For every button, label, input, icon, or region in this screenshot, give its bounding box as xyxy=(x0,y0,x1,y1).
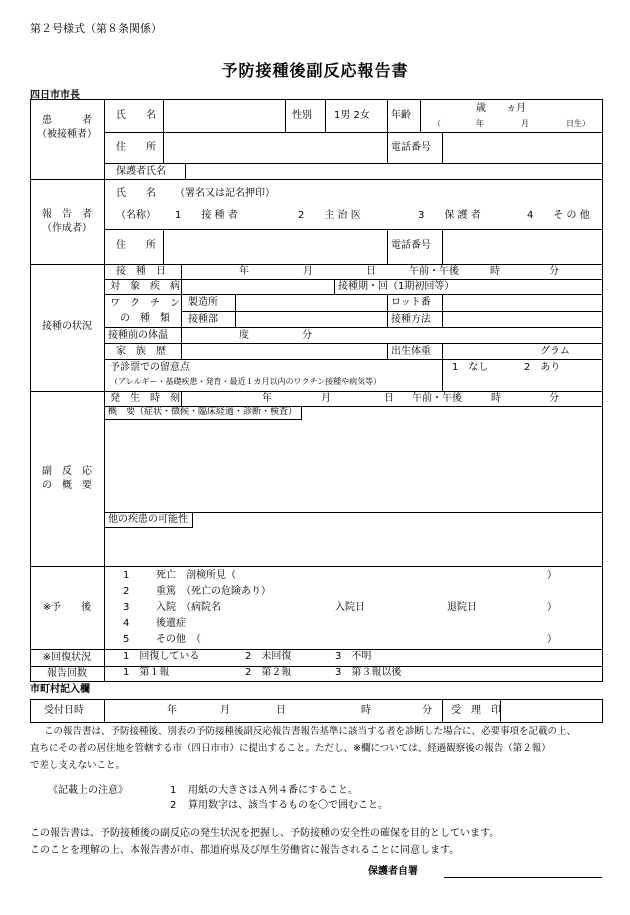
other-disease-field[interactable] xyxy=(106,528,601,564)
overview-label: 概 要（症状・徴候・臨床経過・診断・検査） xyxy=(104,406,302,420)
vaccine-type-label-2: の 種 類 xyxy=(120,313,170,324)
vaccine-type-label-1: ワ ク チ ン xyxy=(110,298,180,309)
municipal-table xyxy=(30,699,603,723)
prognosis-hospitalized[interactable]: 入院 （病院名 xyxy=(156,602,221,613)
onset-minute[interactable]: 分 xyxy=(549,393,559,404)
prognosis-other[interactable]: その他 （ xyxy=(156,634,201,645)
family-history-label: 家 族 歴 xyxy=(116,346,166,357)
vaccination-ampm[interactable]: 午前・午後 xyxy=(409,266,459,277)
reporter-address-label: 住 所 xyxy=(116,240,156,251)
guardian-name-field[interactable] xyxy=(187,164,601,178)
recovery-option-unknown[interactable]: 3 不明 xyxy=(335,651,372,662)
note-2-num: 2 xyxy=(170,800,177,811)
prognosis-discharge-date[interactable]: 退院日 xyxy=(447,602,477,613)
birth-year: 年 xyxy=(476,119,484,128)
prognosis-section-label: ※予 後 xyxy=(42,602,92,613)
injection-site-label: 接種部 xyxy=(188,314,218,325)
patient-phone-label: 電話番号 xyxy=(391,142,431,153)
reporter-phone-label: 電話番号 xyxy=(391,240,431,251)
prognosis-death[interactable]: 死亡 剖検所見（ xyxy=(156,570,236,581)
screening-option-none[interactable]: 1 なし xyxy=(452,362,489,373)
reporter-option-doctor[interactable]: 2 主 治 医 xyxy=(298,210,361,221)
patient-section-label: 患 者 （被接種者） xyxy=(37,115,97,140)
consent-line-2: このことを理解の上、本報告書が市、都道府県及び厚生労働省に報告されることに同意します。 xyxy=(30,845,460,856)
onset-hour[interactable]: 時 xyxy=(491,393,501,404)
received-minute[interactable]: 分 xyxy=(422,705,432,716)
screening-notes-label: 予診票での留意点 xyxy=(110,362,190,373)
recovery-label: ※回復状況 xyxy=(42,652,92,663)
birth-month: 月 xyxy=(521,119,529,128)
prognosis-1-close: ） xyxy=(547,570,557,581)
vaccination-date-day[interactable]: 日 xyxy=(366,266,376,277)
prognosis-serious[interactable]: 重篤 （死亡の危険あり） xyxy=(156,586,271,597)
pre-temp-label: 接種前の体温 xyxy=(108,330,168,341)
onset-day[interactable]: 日 xyxy=(384,393,394,404)
prognosis-3-close: ） xyxy=(547,602,557,613)
receiver-stamp-label: 受 理 印 xyxy=(451,705,501,716)
patient-phone-field[interactable] xyxy=(444,134,601,161)
form-number: 第２号様式（第８条関係） xyxy=(30,22,162,35)
onset-ampm[interactable]: 午前・午後 xyxy=(412,393,462,404)
guardian-signature-line[interactable] xyxy=(444,864,602,878)
other-disease-label: 他の疾患の可能性 xyxy=(104,512,193,528)
vaccination-date-label: 接 種 日 xyxy=(116,266,166,277)
birth-weight-label: 出生体重 xyxy=(391,346,431,357)
prognosis-5-num: 5 xyxy=(123,634,130,645)
instructions: この報告書は、予防接種後、別表の予防接種後副反応報告書報告基準に該当する者を診断した場合に、必要事項を記載の上、 直ちにその者の居住地を管轄する市（四日市市）に提出すること。ただし、※欄については、経過観察後の報告（第２報） で差し支えないこと。 xyxy=(30,726,577,771)
guardian-signature-label: 保護者自署 xyxy=(368,866,418,877)
prognosis-2-num: 2 xyxy=(123,586,130,597)
reporter-sign-note: （署名又は記名押印） xyxy=(175,188,275,199)
manufacturer-label: 製造所 xyxy=(188,297,218,308)
screening-option-yes[interactable]: 2 あり xyxy=(524,362,561,373)
reporter-section-label: 報 告 者 （作成者） xyxy=(42,209,92,234)
received-hour[interactable]: 時 xyxy=(361,705,371,716)
overview-field[interactable] xyxy=(106,420,601,510)
dose-label: 接種期・回（1期初回等） xyxy=(338,281,455,292)
received-month[interactable]: 月 xyxy=(220,705,230,716)
guardian-name-label: 保護者氏名 xyxy=(116,166,166,177)
injection-method-label: 接種方法 xyxy=(391,314,431,325)
vaccination-date-month[interactable]: 月 xyxy=(303,266,313,277)
prognosis-4-num: 4 xyxy=(123,618,130,629)
recovery-option-not-recovered[interactable]: 2 未回復 xyxy=(245,651,292,662)
page-title: 予防接種後副反応報告書 xyxy=(221,61,409,80)
lot-number-label: ロット番 xyxy=(391,297,431,308)
vaccination-section-label: 接種の状況 xyxy=(42,321,92,332)
vaccination-minute[interactable]: 分 xyxy=(549,266,559,277)
reporter-title-label: （名称） xyxy=(116,210,156,221)
municipal-section-label: 市町村記入欄 xyxy=(30,684,90,695)
age-units[interactable]: 歳 ヵ月 xyxy=(476,103,526,114)
screening-notes-detail: （アレルギー・基礎疾患・発育・最近１カ月以内のワクチン接種や病気等） xyxy=(110,377,382,386)
received-day[interactable]: 日 xyxy=(276,705,286,716)
birth-day: 日生） xyxy=(566,119,590,128)
prognosis-admit-date[interactable]: 入院日 xyxy=(335,602,365,613)
note-1: 用紙の大きさはＡ列４番にすること。 xyxy=(188,785,358,796)
reporter-phone-field[interactable] xyxy=(444,231,601,262)
patient-address-label: 住 所 xyxy=(116,142,156,153)
prognosis-3-num: 3 xyxy=(123,602,130,613)
notes-heading: 《記載上の注意》 xyxy=(48,785,128,796)
reporter-option-guardian[interactable]: 3 保 護 者 xyxy=(418,210,481,221)
reporter-option-vaccinator[interactable]: 1 接 種 者 xyxy=(175,210,238,221)
vaccination-hour[interactable]: 時 xyxy=(490,266,500,277)
consent-line-1: この報告書は、予防接種後の副反応の発生状況を把握し、予防接種の安全性の確保を目的としています。 xyxy=(30,828,500,839)
note-2: 算用数字は、該当するものを〇で囲むこと。 xyxy=(188,800,388,811)
received-year[interactable]: 年 xyxy=(167,705,177,716)
target-disease-label: 対 象 疾 病 xyxy=(110,281,180,292)
report-count-label: 報告回数 xyxy=(47,668,87,679)
addressee: 四日市市長 xyxy=(30,90,80,101)
birth-open: （ xyxy=(433,119,441,128)
recovery-option-recovered[interactable]: 1 回復している xyxy=(123,651,200,662)
reporter-name-label: 氏 名 xyxy=(116,188,156,199)
prognosis-sequelae[interactable]: 後遺症 xyxy=(156,618,186,629)
birth-weight-unit[interactable]: グラム xyxy=(540,346,570,357)
onset-year[interactable]: 年 xyxy=(262,393,272,404)
patient-name-field[interactable] xyxy=(165,101,283,130)
pre-temp-fraction[interactable]: 分 xyxy=(302,330,312,341)
adverse-section-label: 副 反 応 の 概 要 xyxy=(42,466,92,491)
onset-time-label: 発 生 時 刻 xyxy=(110,393,180,404)
sex-label: 性別 xyxy=(292,110,312,121)
received-date-label: 受付日時 xyxy=(44,705,84,716)
sex-options[interactable]: 1男 2女 xyxy=(334,110,370,121)
report-option-third[interactable]: 3 第３報以後 xyxy=(335,667,402,678)
onset-month[interactable]: 月 xyxy=(321,393,331,404)
reporter-option-other[interactable]: 4 そ の 他 xyxy=(527,210,590,221)
vaccination-date-year[interactable]: 年 xyxy=(239,266,249,277)
prognosis-1-num: 1 xyxy=(123,570,130,581)
reporter-address-field[interactable] xyxy=(165,231,385,262)
age-label: 年齢 xyxy=(391,110,411,121)
report-option-second[interactable]: 2 第２報 xyxy=(245,667,292,678)
patient-address-field[interactable] xyxy=(165,134,385,161)
pre-temp-degree[interactable]: 度 xyxy=(239,330,249,341)
patient-name-label: 氏 名 xyxy=(116,110,156,121)
prognosis-5-close: ） xyxy=(547,634,557,645)
note-1-num: 1 xyxy=(170,785,177,796)
report-option-first[interactable]: 1 第１報 xyxy=(123,667,170,678)
